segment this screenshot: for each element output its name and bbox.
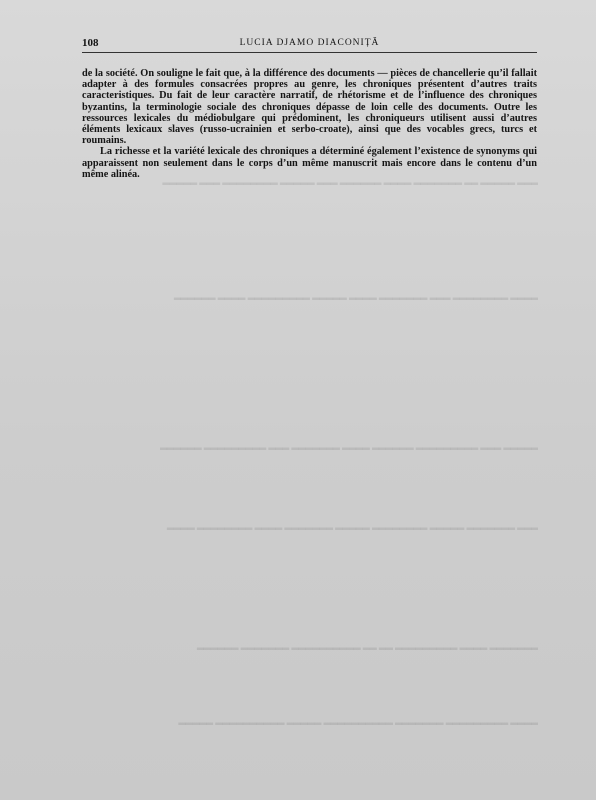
show-through-text: ▂▂▂▂▂▂▂ ▂▂▂▂ ▂▂▂▂▂▂▂▂▂ ▂▂ ▂▂ ▂▂▂▂▂▂▂▂▂▂ ▂▂▂▂▂▂▂ ▂▂▂▂▂▂ (196, 640, 538, 650)
show-through-text: ▂▂▂ ▂▂▂▂▂▂▂ ▂▂▂▂▂ ▂▂▂▂▂▂▂▂ ▂▂▂▂▂ ▂▂▂▂▂▂▂ ▂▂▂▂ ▂▂▂▂▂▂▂▂ ▂▂▂▂ (167, 520, 538, 530)
page-number: 108 (82, 37, 99, 49)
page-header (82, 34, 537, 53)
body-text (82, 68, 537, 180)
show-through-text: ▂▂▂▂▂ ▂▂▂ ▂▂▂▂▂▂▂▂▂ ▂▂▂▂▂▂ ▂▂▂▂ ▂▂▂▂▂▂▂ ▂▂▂ ▂▂▂▂▂▂▂▂▂ ▂▂▂▂▂▂ (160, 440, 538, 450)
paragraph: La richesse et la variété lexicale des chroniques a déterminé également l’existence de synonyms qui apparaissent non seulement dans le corps d’un même manuscrit mais encore dans le contenu d’un même alinéa. (82, 146, 537, 180)
running-head: LUCIA DJAMO DIACONIȚĂ (239, 38, 380, 48)
show-through-text: ▂▂▂ ▂▂▂▂▂ ▂▂ ▂▂▂▂▂▂▂ ▂▂▂▂ ▂▂▂▂▂▂ ▂▂▂ ▂▂▂▂▂ ▂▂▂▂▂▂▂▂ ▂▂▂ ▂▂▂▂▂ (162, 175, 538, 185)
show-through-text: ▂▂▂▂ ▂▂▂▂▂▂▂▂ ▂▂▂ ▂▂▂▂▂▂▂ ▂▂▂▂ ▂▂▂▂▂ ▂▂▂▂▂▂▂▂▂ ▂▂▂▂ ▂▂▂▂▂▂ (173, 290, 538, 300)
show-through-text: ▂▂▂▂ ▂▂▂▂▂▂▂▂▂ ▂▂▂▂▂▂▂ ▂▂▂▂▂▂▂▂▂▂ ▂▂▂▂▂ ▂▂▂▂▂▂▂▂▂▂ ▂▂▂▂▂ (178, 715, 538, 725)
paragraph: de la société. On souligne le fait que, à la différence des documents — pièces de chancellerie qu’il fallait adapter à des formules consacrées propres au genre, les chroniques présentent d’autres traits caracteristiques. Du fait de leur caractère narratif, de rhétorisme et de l’influence des chroniques byzantins, la terminologie sociale des chroniques dépasse de loin celle des documents. Outre les ressources lexicales du médiobulgare qui prédominent, les chroniqueurs utilisent aussi d’autres éléments lexicaux slaves (russo-ucrainien et serbo-croate), ainsi que des vocables grecs, turcs et roumains. (82, 68, 537, 147)
